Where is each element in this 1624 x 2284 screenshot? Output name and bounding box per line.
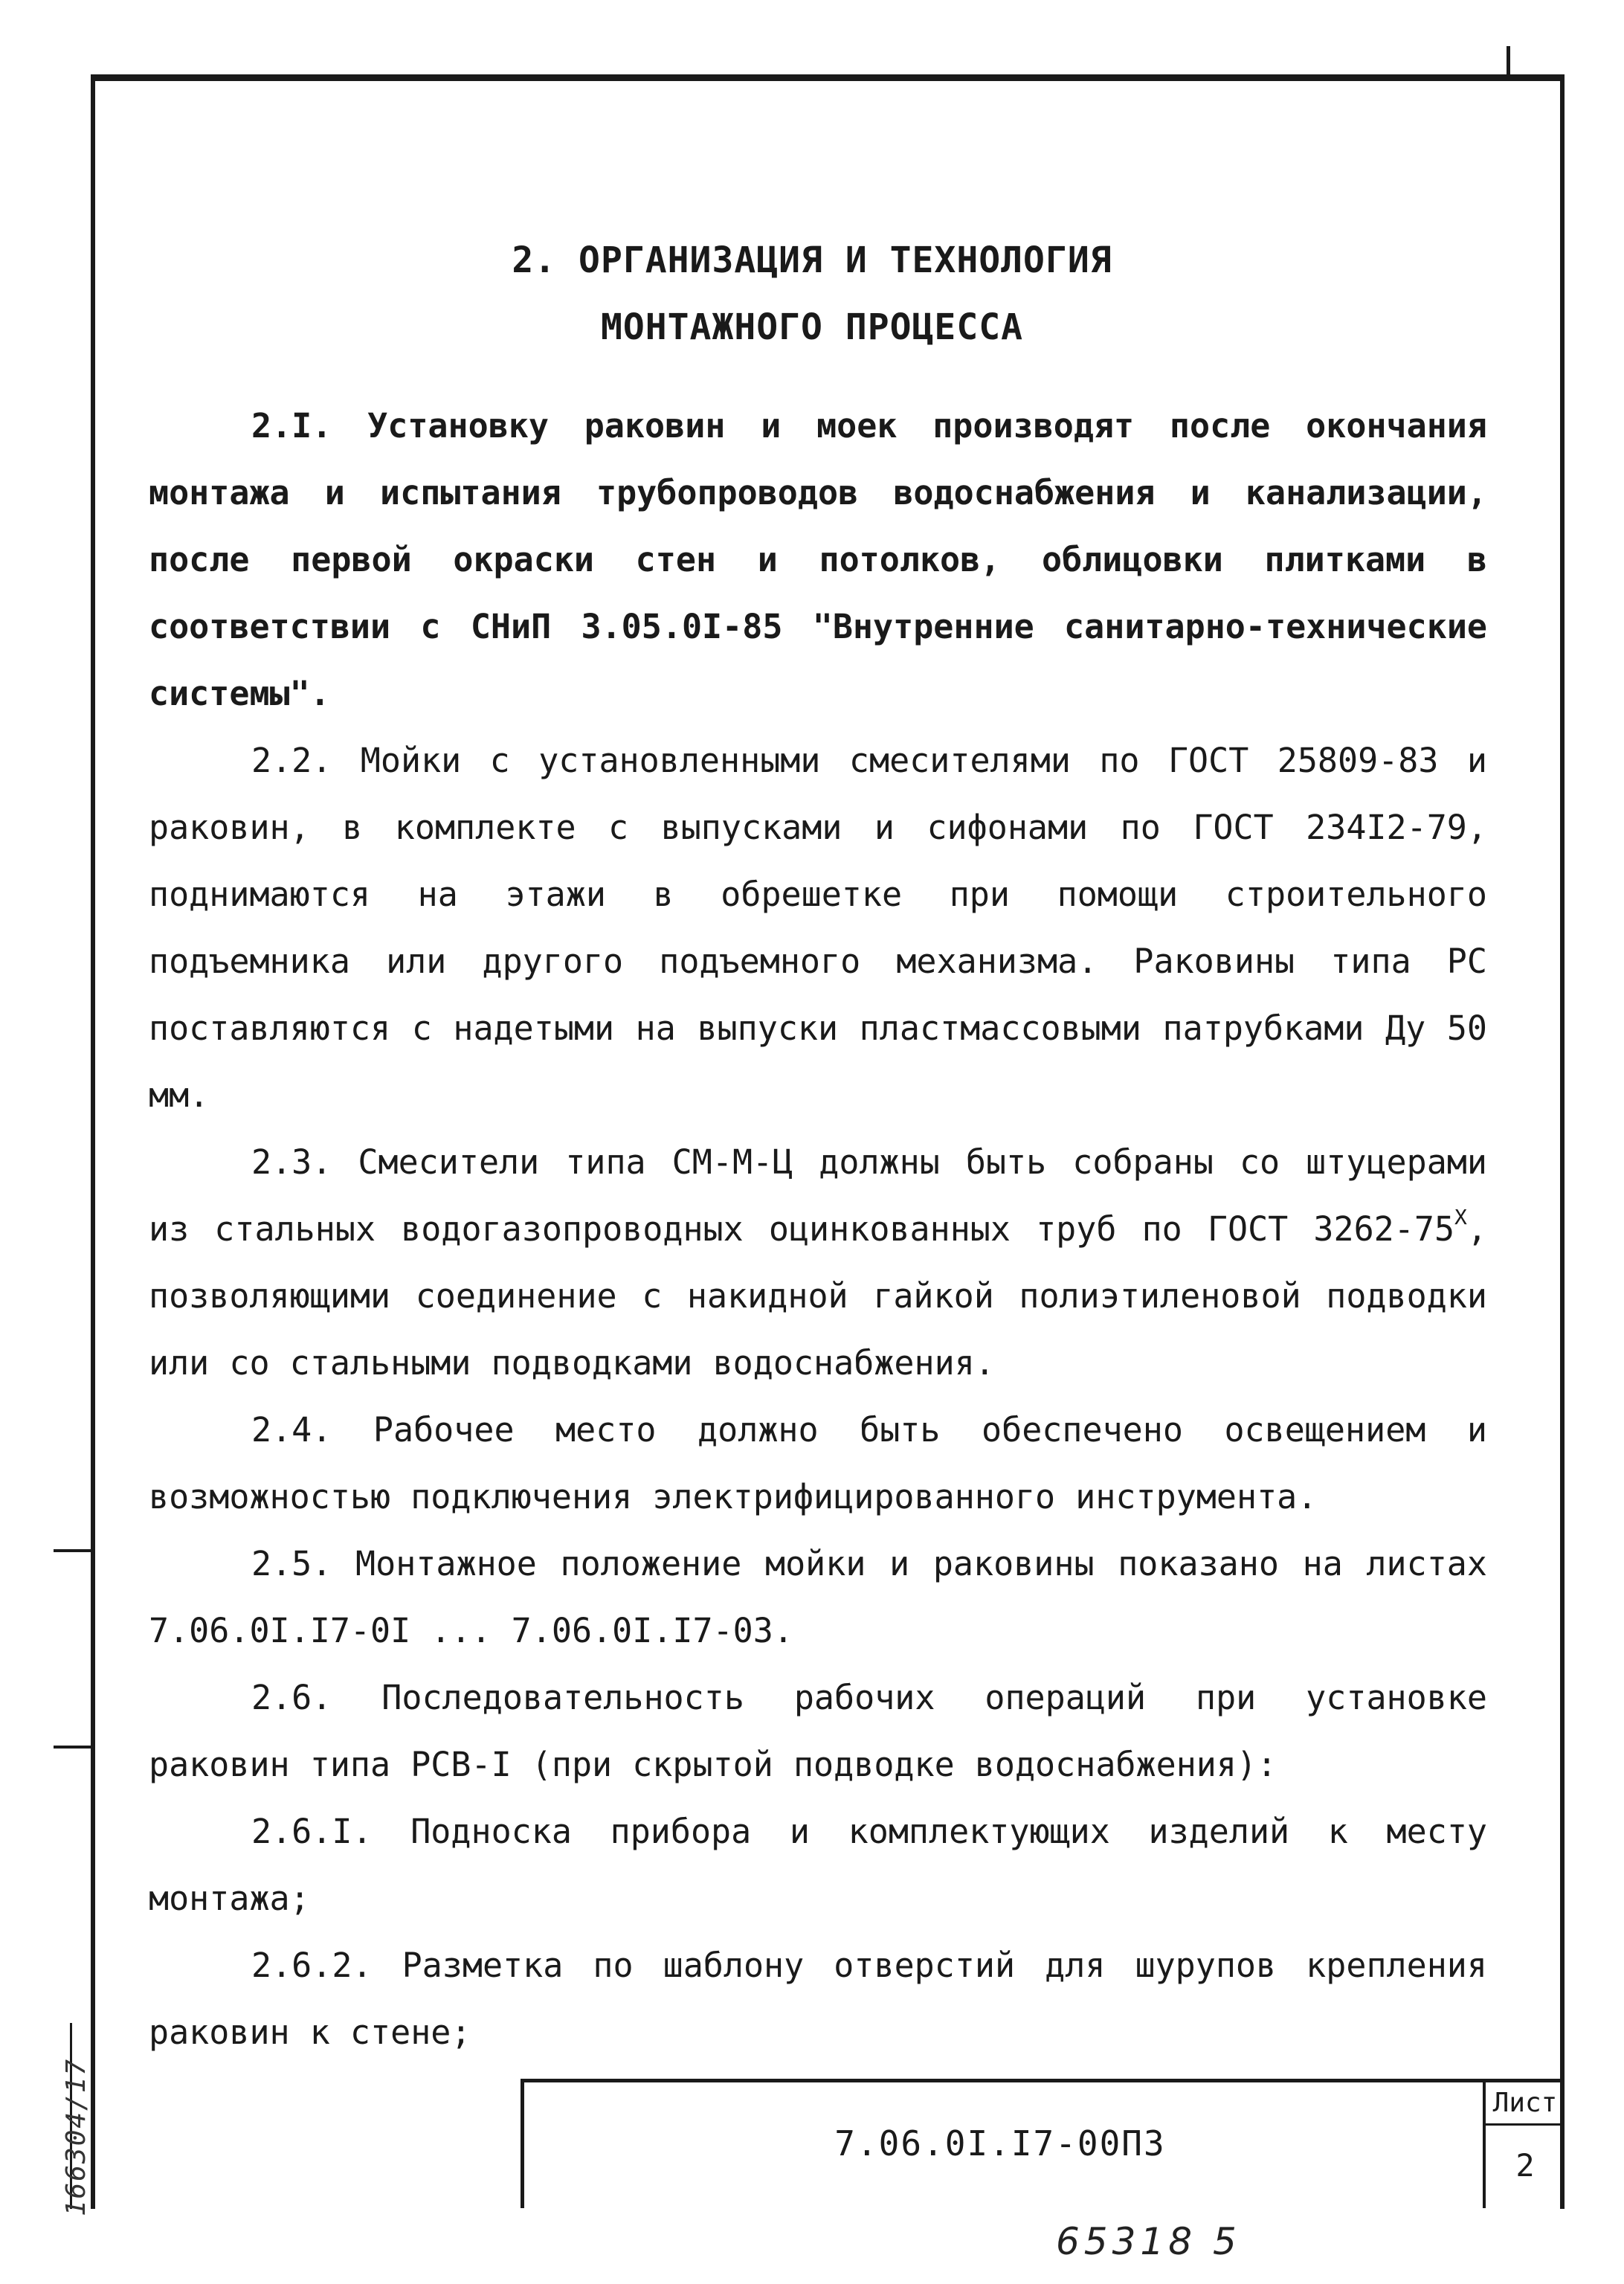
document-code: 7.06.0I.I7-00ПЗ [834, 2123, 1166, 2164]
paragraph-2-3-text-b: , позволяющими соединение с накидной гайкой полиэтиленовой подводки или со стальными подводками водоснабжения. [149, 1209, 1487, 1383]
paragraph-2-4: 2.4. Рабочее место должно быть обеспечено освещением и возможностью подключения электрифицированного инструмента. [149, 1410, 1487, 1516]
section-heading-line1: 2. ОРГАНИЗАЦИЯ И ТЕХНОЛОГИЯ [512, 239, 1112, 281]
title-block [521, 2079, 1565, 2208]
corner-mark [1507, 46, 1510, 77]
paragraph-2-3-text-a: 2.3. Смесители типа СМ-М-Ц должны быть собраны со штуцерами из стальных водогазопроводных оцинкованных труб по ГОСТ 3262-75 [149, 1142, 1487, 1249]
paragraph-2-1: 2.I. Установку раковин и моек производят после окончания монтажа и испытания трубопроводов водоснабжения и канализации, после первой окраски стен и потолков, облицовки плитками в соответствии с СНиП 3.05.0I-85 "Внутренние санитарно-технические системы". [149, 406, 1487, 713]
margin-tick [54, 1746, 94, 1749]
section-heading-line2: МОНТАЖНОГО ПРОЦЕССА [600, 306, 1024, 348]
paragraph-2-2: 2.2. Мойки с установленными смесителями по ГОСТ 25809-83 и раковин, в комплекте с выпусками и сифонами по ГОСТ 234I2-79, поднимаются на этажи в обрешетке при помощи строительного подъемника или другого подъемного механизма. Раковины типа РС поставляются с надетыми на выпуски пластмассовыми патрубками Ду 50 мм. [149, 741, 1487, 1115]
paragraph-2-3 [149, 1129, 1487, 1397]
paragraph-2-5: 2.5. Монтажное положение мойки и раковины показано на листах 7.06.0I.I7-0I ... 7.06.0I.I7-03. [149, 1544, 1487, 1650]
inventory-number: 65318 5 [1056, 2220, 1241, 2263]
sheet-label: Лист [1486, 2084, 1565, 2126]
document-body [149, 393, 1487, 2066]
superscript-x: Х [1454, 1205, 1467, 1229]
margin-tick [54, 1549, 94, 1552]
paragraph-2-6-2: 2.6.2. Разметка по шаблону отверстий для шурупов крепления раковин к стене; [149, 1946, 1487, 2052]
side-inventory-number: 166304/17 [61, 2057, 91, 2216]
paragraph-2-6: 2.6. Последовательность рабочих операций при установке раковин типа РСВ-I (при скрытой подводке водоснабжения): [149, 1678, 1487, 1784]
paragraph-2-6-1: 2.6.I. Подноска прибора и комплектующих изделий к месту монтажа; [149, 1812, 1487, 1918]
sheet-cell [1483, 2082, 1565, 2208]
sheet-number: 2 [1515, 2147, 1535, 2184]
